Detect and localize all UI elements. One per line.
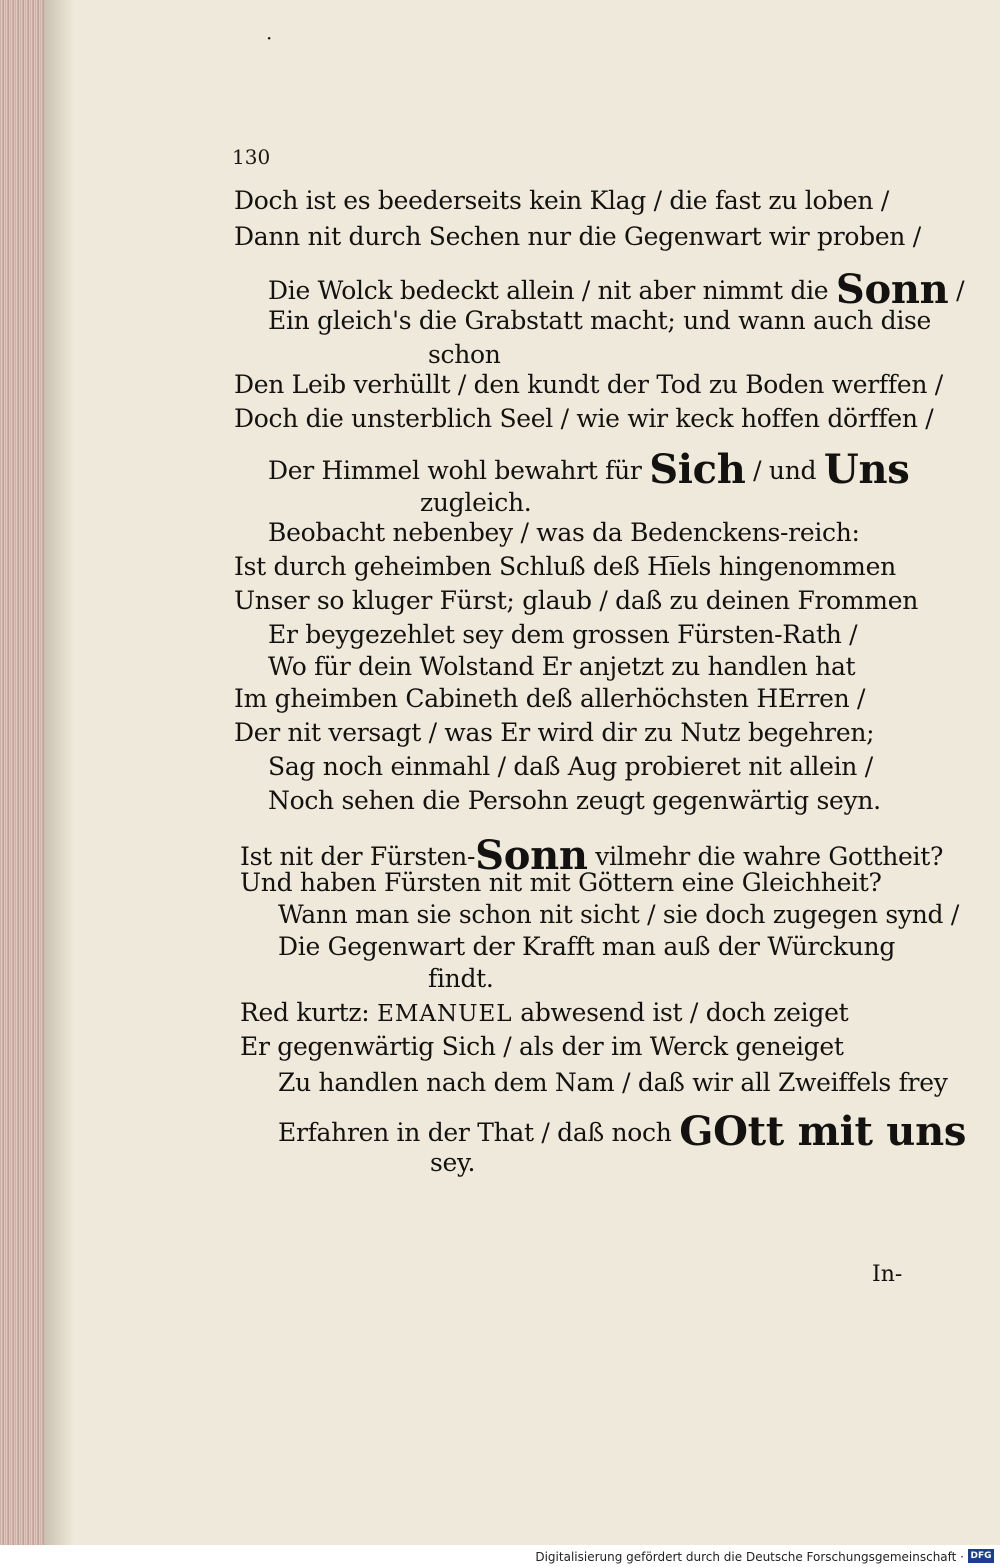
poem-line: Sag noch einmahl / daß Aug probieret nit allein / bbox=[268, 752, 873, 781]
poem-line: Den Leib verhüllt / den kundt der Tod zu Boden werffen / bbox=[234, 370, 943, 399]
poem-line: Ist nit der Fürsten-Sonn vilmehr die wahre Gottheit? bbox=[240, 832, 944, 879]
poem-line: Red kurtz: EMANUEL abwesend ist / doch zeiget bbox=[240, 998, 849, 1027]
poem-line: Der nit versagt / was Er wird dir zu Nutz begehren; bbox=[234, 718, 875, 747]
poem-line: Beobacht nebenbey / was da Bedenckens-reich: bbox=[268, 518, 860, 547]
footer-bar bbox=[0, 1545, 1000, 1567]
poem-line: Der Himmel wohl bewahrt für Sich / und Uns bbox=[268, 446, 910, 493]
poem-line: Im gheimben Cabineth deß allerhöchsten HErren / bbox=[234, 684, 866, 713]
page-mark: · bbox=[266, 26, 273, 50]
poem-line: Ein gleich's die Grabstatt macht; und wann auch dise bbox=[268, 306, 932, 335]
poem-line: Wann man sie schon nit sicht / sie doch zugegen synd / bbox=[278, 900, 960, 929]
poem-line: Er gegenwärtig Sich / als der im Werck geneiget bbox=[240, 1032, 844, 1061]
dfg-logo-icon: DFG bbox=[968, 1549, 994, 1563]
catchword: In- bbox=[872, 1262, 903, 1287]
gutter-shadow bbox=[44, 0, 74, 1567]
poem-line: Noch sehen die Persohn zeugt gegenwärtig seyn. bbox=[268, 786, 881, 815]
poem-line: Zu handlen nach dem Nam / daß wir all Zweiffels frey bbox=[278, 1068, 948, 1097]
poem-line: Doch die unsterblich Seel / wie wir keck hoffen dörffen / bbox=[234, 404, 934, 433]
poem-line: Erfahren in der That / daß noch GOtt mit uns bbox=[278, 1108, 967, 1155]
page-number: 130 bbox=[232, 145, 271, 169]
poem-line: Doch ist es beederseits kein Klag / die fast zu loben / bbox=[234, 186, 889, 215]
poem-line: Die Wolck bedeckt allein / nit aber nimmt die Sonn / bbox=[268, 266, 965, 313]
poem-line: schon bbox=[428, 340, 501, 369]
poem-line: Und haben Fürsten nit mit Göttern eine Gleichheit? bbox=[240, 868, 882, 897]
poem-line: Wo für dein Wolstand Er anjetzt zu handlen hat bbox=[268, 652, 856, 681]
poem-line: Unser so kluger Fürst; glaub / daß zu deinen Frommen bbox=[234, 586, 918, 615]
poem-line: findt. bbox=[428, 964, 494, 993]
funding-credit: Digitalisierung gefördert durch die Deutsche Forschungsgemeinschaft · bbox=[535, 1550, 964, 1564]
poem-line: Dann nit durch Sechen nur die Gegenwart wir proben / bbox=[234, 222, 921, 251]
poem-line: zugleich. bbox=[420, 488, 532, 517]
poem-line: Die Gegenwart der Krafft man auß der Würckung bbox=[278, 932, 896, 961]
poem-line: Ist durch geheimben Schluß deß Hi̅els hingenommen bbox=[234, 552, 896, 581]
page-edge bbox=[0, 0, 44, 1567]
poem-line: sey. bbox=[430, 1148, 476, 1177]
poem-line: Er beygezehlet sey dem grossen Fürsten-Rath / bbox=[268, 620, 858, 649]
